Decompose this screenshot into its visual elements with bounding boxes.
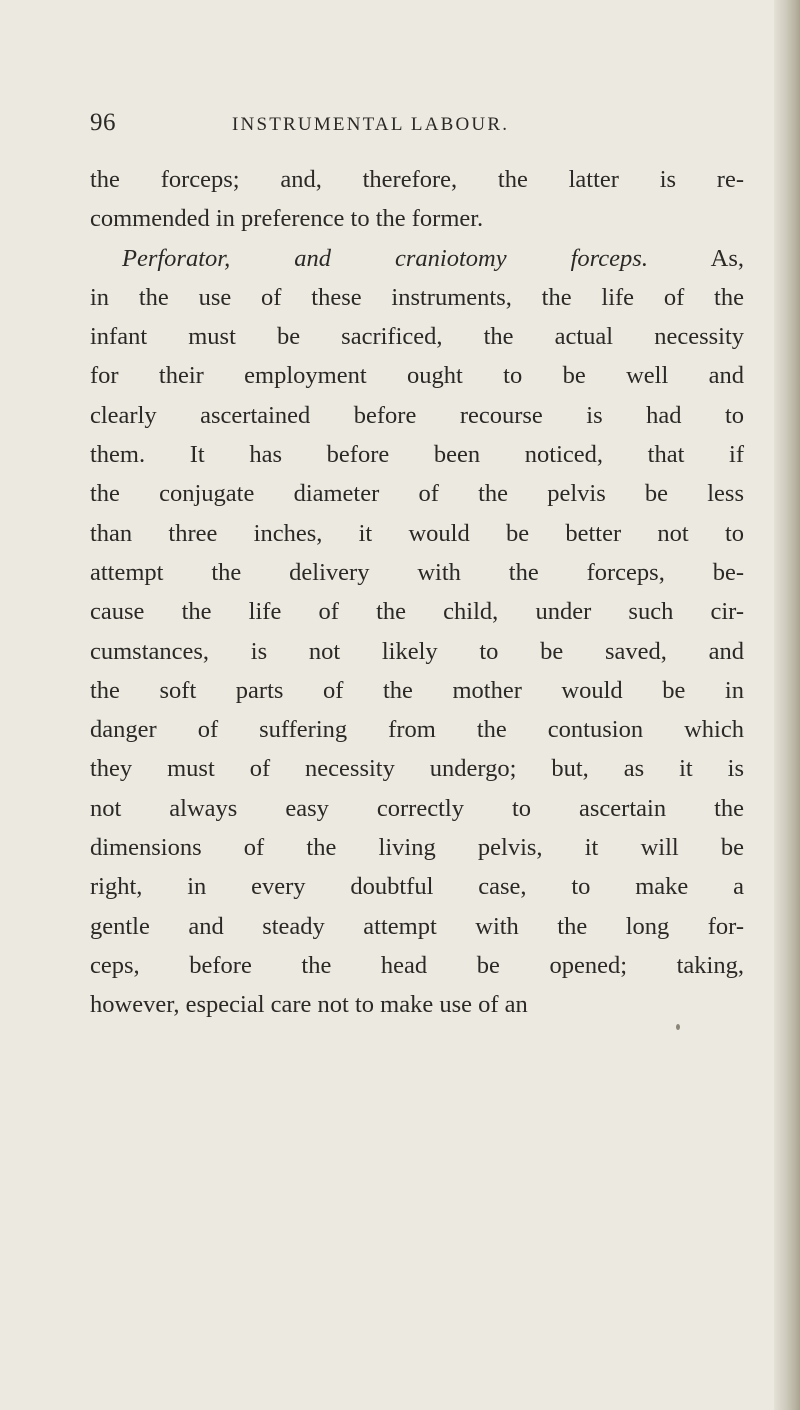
text-line: clearly ascertained before recourse is had to [90,401,744,429]
body-text [90,160,744,1025]
ink-speck [676,1024,680,1030]
text-line-continuation: As, [710,244,744,272]
page-header [90,108,740,148]
running-head: INSTRUMENTAL LABOUR. [232,114,510,135]
text-line: right, in every doubtful case, to make a [90,873,744,901]
section-heading: Perforator, and craniotomy forceps. [122,244,648,272]
text-line: they must of necessity undergo; but, as it is [90,755,744,783]
text-line: them. It has before been noticed, that if [90,441,744,469]
text-line: cause the life of the child, under such cir- [90,598,744,626]
text-line: ceps, before the head be opened; taking, [90,951,744,979]
text-line: the forceps; and, therefore, the latter is re- [90,166,744,193]
text-line: gentle and steady attempt with the long for- [90,912,744,940]
text-line: the conjugate diameter of the pelvis be less [90,480,744,508]
page-edge-shadow [774,0,800,1410]
text-line: danger of suffering from the contusion which [90,716,744,744]
text-line: not always easy correctly to ascertain the [90,794,744,822]
page-number: 96 [90,109,116,136]
text-line: infant must be sacrificed, the actual necessity [90,323,744,351]
text-line: than three inches, it would be better not to [90,519,744,547]
section-heading-line [90,239,744,278]
text-line: commended in preference to the former. [90,205,484,233]
text-line: cumstances, is not likely to be saved, and [90,637,744,665]
text-line: dimensions of the living pelvis, it will be [90,834,744,862]
text-line: for their employment ought to be well and [90,362,744,390]
text-line: attempt the delivery with the forceps, be- [90,558,744,586]
text-line: the soft parts of the mother would be in [90,676,744,704]
text-line: however, especial care not to make use of an [90,991,528,1019]
text-line: in the use of these instruments, the life of the [90,283,744,311]
